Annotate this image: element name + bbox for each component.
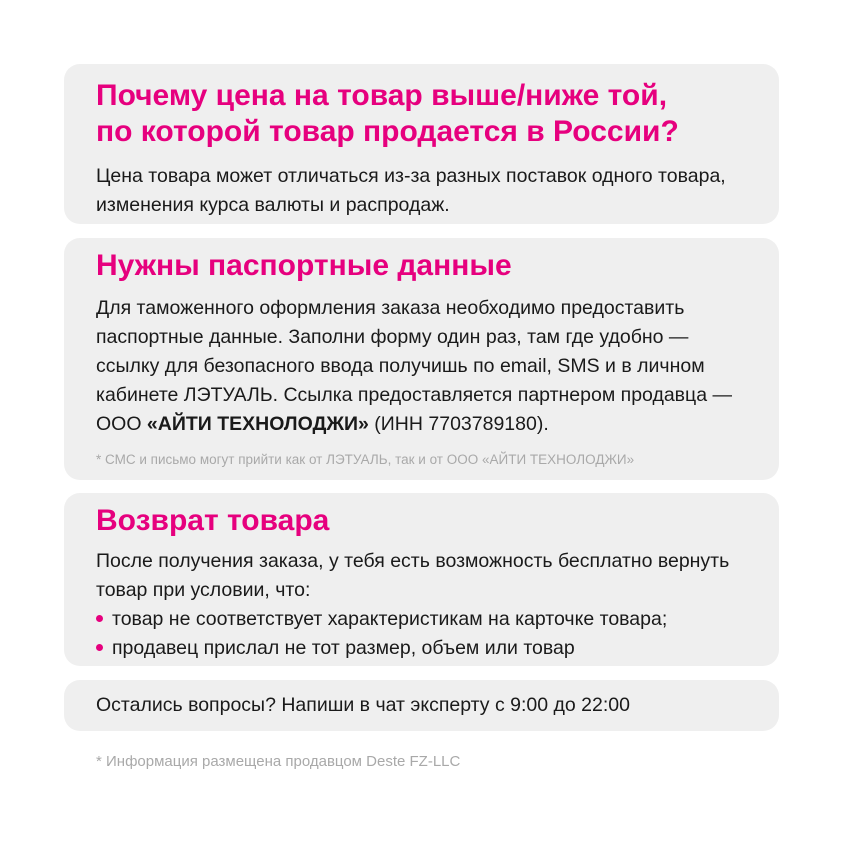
return-card	[64, 493, 779, 666]
passport-data-text	[96, 294, 747, 439]
price-info-text: Цена товара может отличаться из-за разных поставок одного товара, изменения курса валюты и распродаж.	[96, 165, 726, 216]
passport-data-title: Нужны паспортные данные	[96, 249, 512, 282]
passport-data-card	[64, 238, 779, 480]
return-conditions-list	[96, 605, 747, 663]
price-info-card	[64, 64, 779, 224]
price-info-title-line1: Почему цена на товар выше/ниже той,	[96, 79, 668, 112]
return-title: Возврат товара	[96, 504, 330, 537]
price-info-title-line2: по которой товар продается в России?	[96, 115, 679, 148]
list-item	[96, 605, 747, 634]
bullet-dot-icon	[96, 644, 103, 651]
partner-company-name: «АЙТИ ТЕХНОЛОДЖИ»	[146, 413, 369, 435]
return-text: После получения заказа, у тебя есть возможность бесплатно вернуть товар при условии, что:	[96, 550, 730, 601]
bullet-dot-icon	[96, 615, 103, 622]
list-item	[96, 634, 747, 663]
price-info-title	[96, 78, 747, 150]
questions-card	[64, 680, 779, 731]
passport-data-note: * СМС и письмо могут прийти как от ЛЭТУАЛЬ, так и от ООО «АЙТИ ТЕХНОЛОДЖИ»	[96, 452, 635, 467]
questions-text: Остались вопросы? Напиши в чат эксперту с 9:00 до 22:00	[96, 694, 630, 716]
passport-text-after: (ИНН 7703789180).	[368, 413, 549, 435]
return-condition-text: продавец прислал не тот размер, объем или товар	[112, 637, 575, 659]
passport-text-before: Для таможенного оформления заказа необходимо предоставить паспортные данные. Заполни форму один раз, там где удобно — ссылку для безопасного ввода получишь по email, SMS и в личном кабинете ЛЭТУАЛЬ. Ссылка предоставляется партнером продавца — ООО	[96, 297, 732, 435]
return-condition-text: товар не соответствует характеристикам на карточке товара;	[112, 608, 668, 630]
seller-info-note: * Информация размещена продавцом Deste FZ-LLC	[96, 753, 461, 770]
